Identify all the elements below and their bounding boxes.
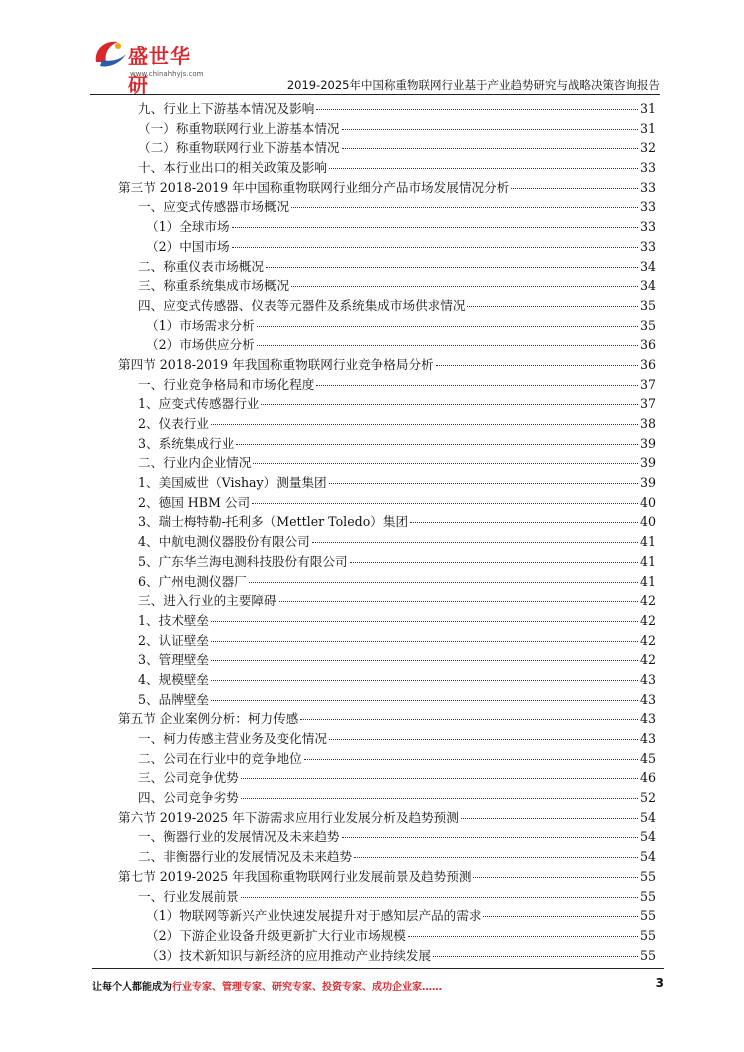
toc-leader-dots (291, 286, 638, 287)
toc-leader-dots (342, 837, 638, 838)
toc-entry[interactable] (118, 99, 656, 119)
toc-entry-label: （3）技术新知识与新经济的应用推动产业持续发展 (146, 947, 432, 963)
toc-leader-dots (354, 857, 638, 858)
toc-entry-page: 42 (639, 593, 656, 609)
toc-entry-label: 一、衡器行业的发展情况及未来趋势 (138, 829, 340, 845)
toc-entry-label: （一）称重物联网行业上游基本情况 (138, 120, 340, 136)
toc-entry-page: 33 (639, 160, 656, 176)
logo-url: www.chinahhyjs.com (130, 70, 204, 78)
toc-leader-dots (252, 503, 638, 504)
toc-entry[interactable] (118, 158, 656, 178)
toc-entry-page: 35 (639, 297, 656, 313)
toc-entry-label: 二、非衡器行业的发展情况及未来趋势 (138, 849, 353, 865)
toc-entry[interactable] (118, 414, 656, 434)
toc-entry-label: 5、品牌壁垒 (138, 691, 209, 707)
toc-entry[interactable] (118, 788, 656, 808)
toc-leader-dots (211, 660, 638, 661)
toc-leader-dots (304, 759, 638, 760)
toc-entry-page: 38 (639, 416, 656, 431)
toc-entry-label: 二、行业内企业情况 (138, 455, 252, 471)
toc-entry[interactable] (118, 631, 656, 651)
toc-entry[interactable] (118, 493, 656, 513)
toc-entry-page: 37 (639, 396, 656, 412)
logo-name: 盛世华研 (128, 44, 191, 97)
company-logo (90, 32, 210, 97)
toc-leader-dots (312, 542, 638, 543)
toc-leader-dots (473, 877, 638, 878)
toc-entry-page: 54 (639, 849, 656, 865)
toc-entry[interactable] (118, 768, 656, 788)
toc-leader-dots (329, 168, 638, 169)
toc-entry[interactable] (118, 512, 656, 532)
toc-leader-dots (461, 818, 638, 819)
toc-entry[interactable] (118, 572, 656, 592)
toc-entry-page: 45 (639, 750, 656, 766)
toc-entry[interactable] (118, 138, 656, 158)
toc-entry-label: 6、广州电测仪器厂 (138, 573, 247, 589)
toc-entry-page: 55 (639, 927, 656, 943)
toc-entry[interactable] (118, 611, 656, 631)
toc-leader-dots (316, 385, 638, 386)
toc-entry-label: 3、系统集成行业 (138, 435, 235, 451)
toc-entry-page: 42 (639, 632, 656, 648)
toc-entry-label: 十、本行业出口的相关政策及影响 (138, 160, 327, 176)
footer-divider (92, 968, 664, 969)
toc-entry-label: 一、柯力传感主营业务及变化情况 (138, 731, 327, 746)
toc-entry[interactable] (118, 670, 656, 690)
toc-entry-page: 43 (639, 711, 656, 727)
toc-entry-page: 36 (639, 337, 656, 353)
toc-leader-dots (241, 897, 638, 898)
toc-entry[interactable] (118, 552, 656, 572)
toc-entry-page: 34 (639, 278, 656, 294)
toc-entry-page: 41 (639, 534, 656, 550)
toc-leader-dots (511, 188, 638, 189)
toc-entry-label: 3、管理壁垒 (138, 652, 209, 668)
toc-leader-dots (211, 641, 638, 642)
toc-leader-dots (350, 562, 638, 563)
toc-entry-page: 43 (639, 731, 656, 746)
toc-leader-dots (253, 463, 638, 464)
toc-leader-dots (483, 916, 638, 917)
toc-entry[interactable] (118, 926, 656, 946)
toc-entry-label: 1、美国威世（Vishay）测量集团 (138, 475, 327, 491)
toc-leader-dots (211, 621, 638, 622)
toc-entry-page: 39 (639, 435, 656, 451)
toc-entry-page: 43 (639, 691, 656, 707)
toc-entry-page: 46 (639, 770, 656, 786)
toc-leader-dots (257, 345, 638, 346)
toc-entry[interactable] (118, 335, 656, 355)
toc-leader-dots (342, 148, 638, 149)
toc-entry-page: 33 (639, 238, 656, 254)
toc-entry-page: 42 (639, 612, 656, 628)
toc-entry-label: （2）中国市场 (146, 238, 230, 254)
toc-leader-dots (236, 444, 638, 445)
toc-section-entry[interactable] (118, 709, 656, 729)
toc-leader-dots (257, 326, 638, 327)
toc-entry-page: 55 (639, 888, 656, 904)
toc-entry-label: 二、公司在行业中的竞争地位 (138, 750, 302, 766)
toc-leader-dots (316, 109, 638, 110)
toc-entry[interactable] (118, 650, 656, 670)
toc-entry[interactable] (118, 197, 656, 217)
toc-leader-dots (342, 129, 638, 130)
toc-entry-label: （1）全球市场 (146, 219, 230, 235)
toc-entry-page: 37 (639, 376, 656, 392)
toc-entry[interactable] (118, 473, 656, 493)
toc-entry[interactable] (118, 237, 656, 257)
toc-leader-dots (291, 207, 638, 208)
header-divider (90, 94, 660, 95)
toc-entry-page: 39 (639, 475, 656, 491)
toc-entry-label: 2、仪表行业 (138, 416, 209, 431)
toc-leader-dots (279, 601, 638, 602)
toc-entry[interactable] (118, 729, 656, 749)
toc-leader-dots (241, 778, 638, 779)
toc-entry-label: （2）市场供应分析 (146, 337, 255, 353)
toc-leader-dots (329, 739, 638, 740)
toc-entry-page: 54 (639, 829, 656, 845)
toc-entry-page: 33 (639, 179, 656, 195)
toc-entry-page: 55 (639, 908, 656, 924)
toc-entry-label: （二）称重物联网行业下游基本情况 (138, 140, 340, 156)
toc-entry-page: 40 (639, 514, 656, 530)
toc-leader-dots (241, 798, 638, 799)
toc-leader-dots (211, 424, 638, 425)
toc-leader-dots (436, 365, 638, 366)
toc-entry[interactable] (118, 375, 656, 395)
toc-section-entry[interactable] (118, 867, 656, 887)
toc-entry-label: 2、认证壁垒 (138, 632, 209, 648)
toc-entry-label: 5、广东华兰海电测科技股份有限公司 (138, 553, 348, 569)
toc-entry-label: 三、称重系统集成市场概况 (138, 278, 290, 294)
toc-entry[interactable] (118, 276, 656, 296)
toc-entry[interactable] (118, 946, 656, 966)
toc-entry[interactable] (118, 749, 656, 769)
toc-entry-label: 第四节 2018-2019 年我国称重物联网行业竞争格局分析 (118, 356, 434, 372)
toc-entry-page: 55 (639, 868, 656, 884)
toc-entry-label: 4、规模壁垒 (138, 671, 209, 687)
page-number: 3 (655, 976, 664, 990)
toc-leader-dots (329, 483, 638, 484)
toc-entry[interactable] (118, 827, 656, 847)
toc-entry-page: 54 (639, 809, 656, 825)
toc-section-entry[interactable] (118, 808, 656, 828)
page-footer (92, 968, 664, 993)
toc-entry-page: 33 (639, 199, 656, 215)
toc-entry[interactable] (118, 217, 656, 237)
toc-entry[interactable] (118, 887, 656, 907)
toc-entry-page: 41 (639, 553, 656, 569)
toc-entry-label: 一、行业竞争格局和市场化程度 (138, 376, 315, 392)
toc-entry-label: 四、应变式传感器、仪表等元器件及系统集成市场供求情况 (138, 297, 466, 313)
toc-leader-dots (266, 267, 638, 268)
toc-entry-page: 33 (639, 219, 656, 235)
toc-leader-dots (261, 404, 638, 405)
toc-entry[interactable] (118, 257, 656, 277)
toc-entry-page: 39 (639, 455, 656, 471)
toc-entry[interactable] (118, 316, 656, 336)
toc-entry-page: 41 (639, 573, 656, 589)
logo-icon (90, 32, 130, 72)
toc-entry-page: 31 (639, 101, 656, 116)
toc-entry-label: 3、瑞士梅特勒-托利多（Mettler Toledo）集团 (138, 514, 409, 530)
toc-leader-dots (249, 582, 638, 583)
toc-entry[interactable] (118, 591, 656, 611)
toc-section-entry[interactable] (118, 355, 656, 375)
toc-entry-label: 一、应变式传感器市场概况 (138, 199, 290, 215)
toc-leader-dots (300, 719, 638, 720)
toc-leader-dots (211, 700, 638, 701)
toc-entry-label: （1）市场需求分析 (146, 317, 255, 333)
toc-leader-dots (433, 956, 638, 957)
toc-entry-label: 2、德国 HBM 公司 (138, 494, 251, 510)
toc-entry-label: 四、公司竞争劣势 (138, 790, 239, 806)
toc-entry[interactable] (118, 434, 656, 454)
toc-entry[interactable] (118, 847, 656, 867)
toc-entry-label: 三、进入行业的主要障碍 (138, 593, 277, 609)
toc-leader-dots (467, 306, 638, 307)
toc-entry-page: 42 (639, 652, 656, 668)
page-header (90, 30, 660, 98)
toc-entry-label: 第五节 企业案例分析：柯力传感 (118, 711, 299, 727)
toc-entry-label: 九、行业上下游基本情况及影响 (138, 101, 315, 116)
table-of-contents (118, 99, 656, 965)
toc-entry[interactable] (118, 532, 656, 552)
toc-entry[interactable] (118, 453, 656, 473)
toc-leader-dots (408, 936, 638, 937)
toc-entry-page: 35 (639, 317, 656, 333)
toc-entry-label: 第六节 2019-2025 年下游需求应用行业发展分析及趋势预测 (118, 809, 459, 825)
report-title: 2019-2025年中国称重物联网行业基于产业趋势研究与战略决策咨询报告 (286, 78, 660, 92)
toc-entry[interactable] (118, 690, 656, 710)
toc-entry-label: 一、行业发展前景 (138, 888, 239, 904)
toc-entry[interactable] (118, 296, 656, 316)
toc-entry[interactable] (118, 906, 656, 926)
toc-leader-dots (232, 247, 638, 248)
toc-entry-page: 31 (639, 120, 656, 136)
footer-slogan-highlight: 行业专家、管理专家、研究专家、投资专家、成功企业家…… (172, 982, 442, 993)
toc-entry-label: 4、中航电测仪器股份有限公司 (138, 534, 310, 550)
toc-section-entry[interactable] (118, 178, 656, 198)
toc-entry-label: 1、技术壁垒 (138, 612, 209, 628)
toc-entry-label: 三、公司竞争优势 (138, 770, 239, 786)
toc-leader-dots (410, 522, 638, 523)
toc-entry-label: 二、称重仪表市场概况 (138, 258, 264, 274)
toc-entry-page: 52 (639, 790, 656, 806)
toc-entry-label: （1）物联网等新兴产业快速发展提升对于感知层产品的需求 (146, 908, 482, 924)
toc-entry-label: 第七节 2019-2025 年我国称重物联网行业发展前景及趋势预测 (118, 868, 472, 884)
toc-entry-page: 40 (639, 494, 656, 510)
toc-entry-page: 34 (639, 258, 656, 274)
toc-leader-dots (211, 680, 638, 681)
toc-entry-page: 55 (639, 947, 656, 963)
toc-entry[interactable] (118, 119, 656, 139)
toc-entry-page: 32 (639, 140, 656, 156)
toc-entry-label: （2）下游企业设备升级更新扩大行业市场规模 (146, 927, 406, 943)
toc-entry[interactable] (118, 394, 656, 414)
toc-entry-label: 第三节 2018-2019 年中国称重物联网行业细分产品市场发展情况分析 (118, 179, 510, 195)
toc-entry-page: 43 (639, 671, 656, 687)
toc-entry-page: 36 (639, 356, 656, 372)
toc-leader-dots (232, 227, 638, 228)
footer-slogan (92, 978, 442, 993)
footer-slogan-prefix: 让每个人都能成为 (92, 982, 172, 993)
toc-entry-label: 1、应变式传感器行业 (138, 396, 260, 412)
